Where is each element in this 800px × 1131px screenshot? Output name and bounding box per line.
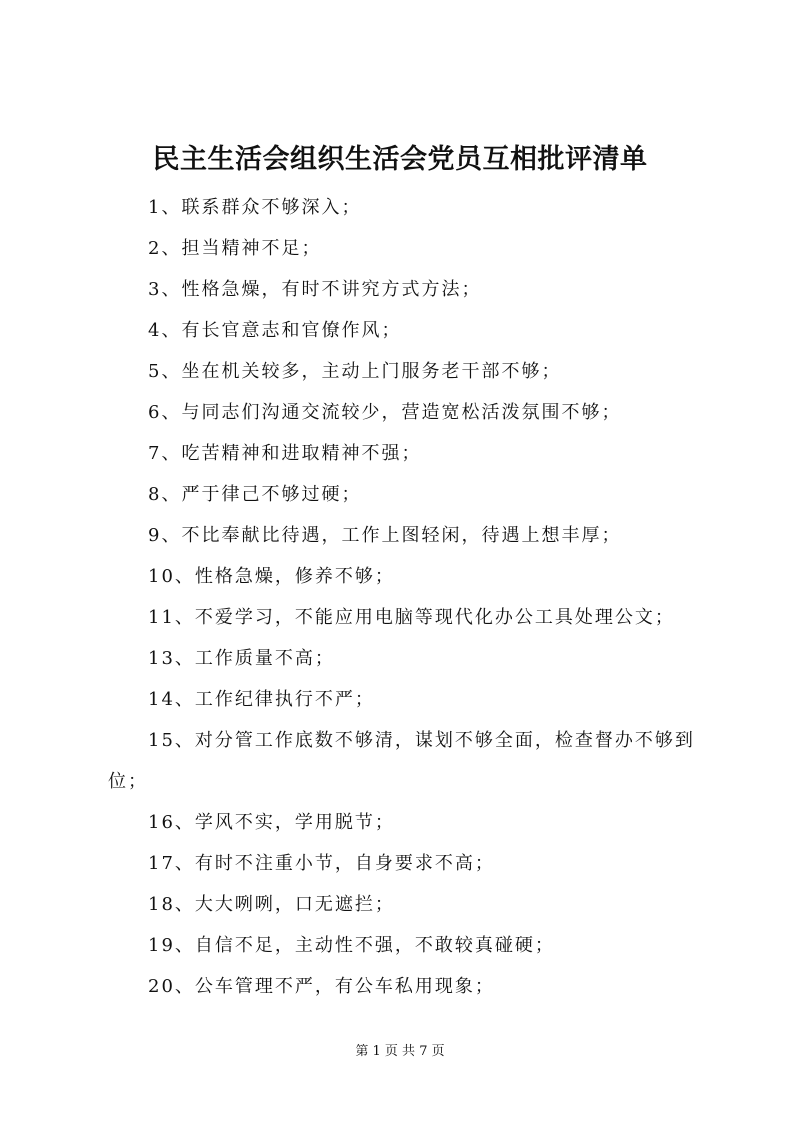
list-item-16: 16、学风不实，学用脱节； (148, 812, 395, 833)
list-item-3: 3、性格急燥，有时不讲究方式方法； (148, 279, 482, 300)
list-item-1: 1、联系群众不够深入； (148, 197, 362, 218)
page-footer: 第 1 页 共 7 页 (355, 1044, 445, 1059)
document-title: 民主生活会组织生活会党员互相批评清单 (152, 144, 648, 175)
list-item-13: 13、工作质量不高； (148, 648, 335, 669)
list-item-14: 14、工作纪律执行不严； (148, 689, 375, 710)
list-item-8: 8、严于律己不够过硬； (148, 484, 362, 505)
list-item-9: 9、不比奉献比待遇，工作上图轻闲，待遇上想丰厚； (148, 525, 622, 546)
list-item-7: 7、吃苦精神和进取精神不强； (148, 443, 422, 464)
list-item-20: 20、公车管理不严，有公车私用现象； (148, 976, 495, 997)
list-item-11: 11、不爱学习，不能应用电脑等现代化办公工具处理公文； (148, 607, 675, 628)
list-item-17: 17、有时不注重小节，自身要求不高； (148, 853, 495, 874)
criticism-list (108, 187, 720, 1007)
list-item-15: 15、对分管工作底数不够清，谋划不够全面，检查督办不够到位； (108, 730, 695, 792)
list-item-2: 2、担当精神不足； (148, 238, 322, 259)
list-item-5: 5、坐在机关较多，主动上门服务老干部不够； (148, 361, 562, 382)
list-item-6: 6、与同志们沟通交流较少，营造宽松活泼氛围不够； (148, 402, 622, 423)
list-item-4: 4、有长官意志和官僚作风； (148, 320, 402, 341)
list-item-10: 10、性格急燥，修养不够； (148, 566, 395, 587)
list-item-19: 19、自信不足，主动性不强，不敢较真碰硬； (148, 935, 555, 956)
list-item-18: 18、大大咧咧，口无遮拦； (148, 894, 395, 915)
